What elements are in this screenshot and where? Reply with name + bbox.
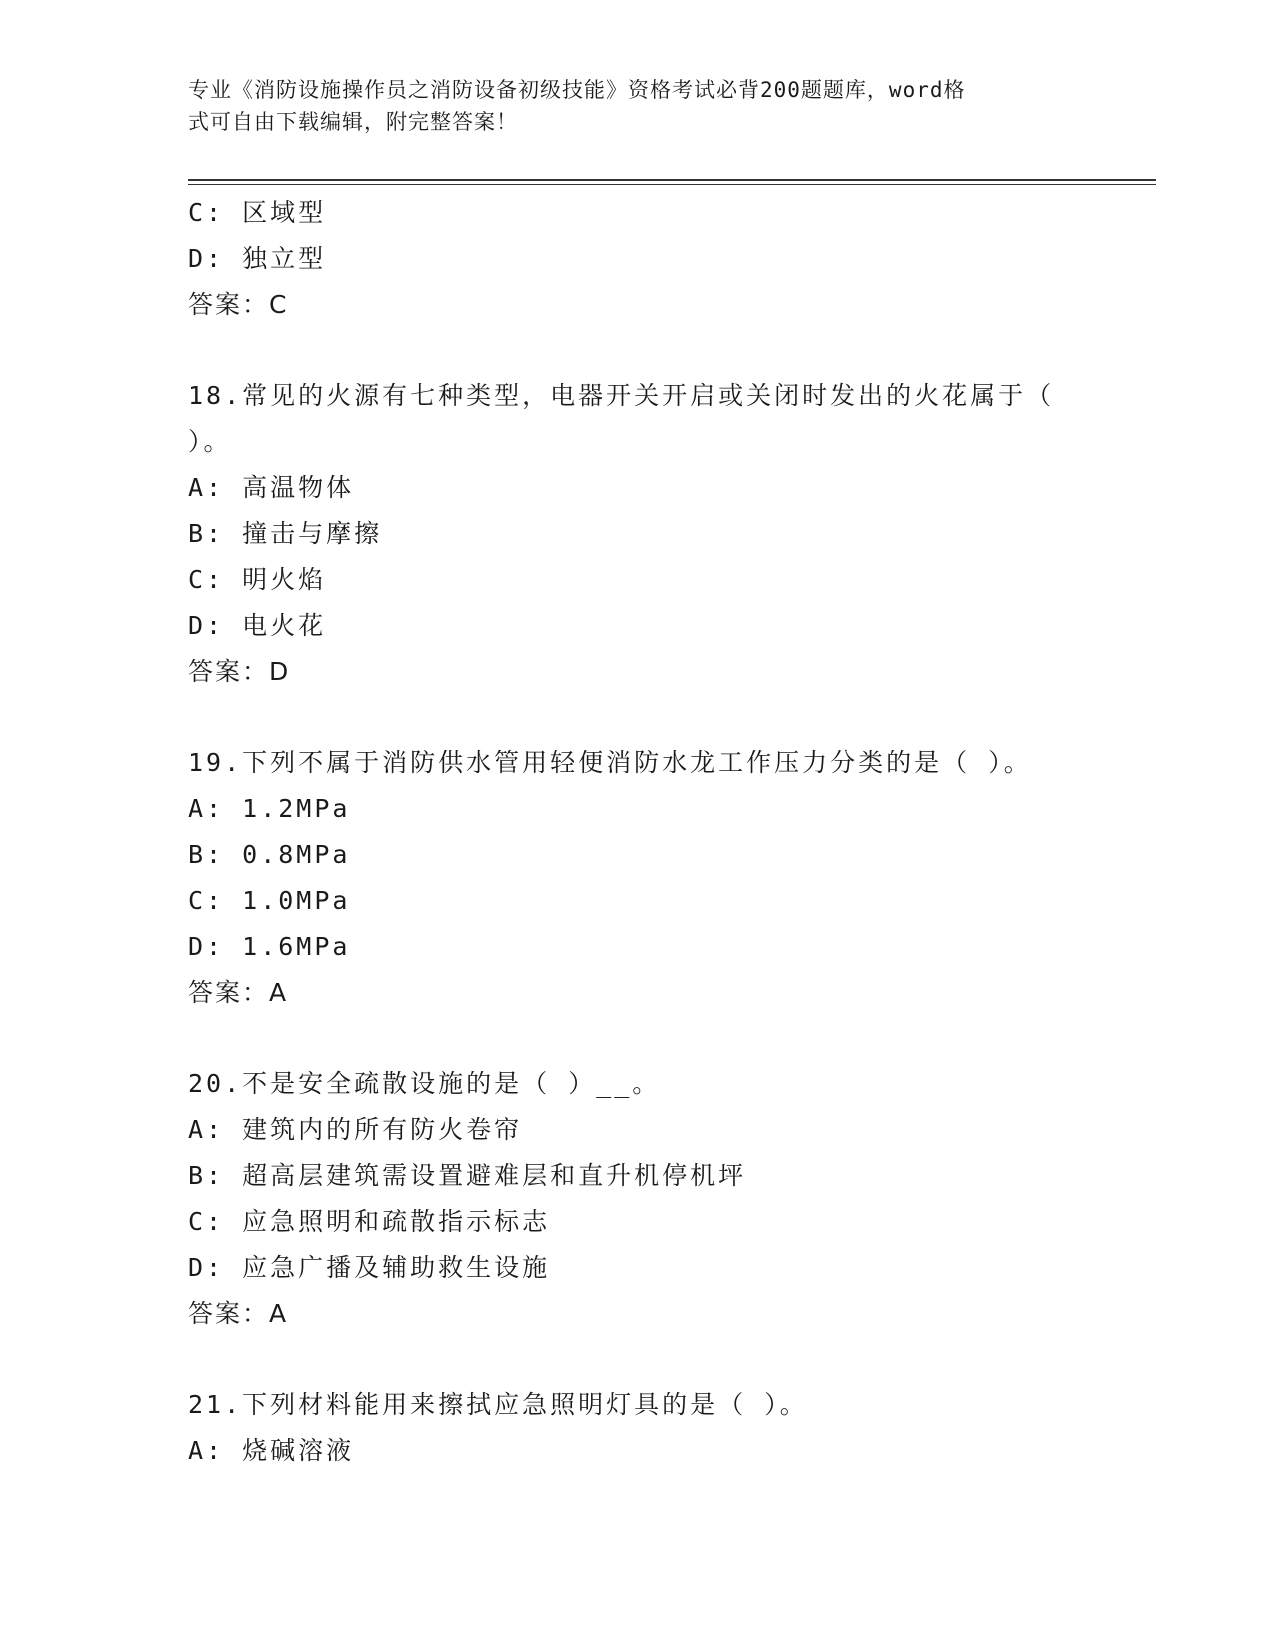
option-c: C: 应急照明和疏散指示标志 xyxy=(188,1207,551,1236)
option-b: B: 撞击与摩擦 xyxy=(188,519,383,548)
option-d: D: 1.6MPa xyxy=(188,932,351,961)
option-c: C: 明火焰 xyxy=(188,565,327,594)
question-20 xyxy=(188,1061,1088,1337)
header-divider-thick xyxy=(188,179,1156,181)
option-c: C: 区域型 xyxy=(188,198,327,227)
header-line-1: 专业《消防设施操作员之消防设备初级技能》资格考试必背200题题库，word格 xyxy=(188,78,966,102)
option-d: D: 电火花 xyxy=(188,611,327,640)
answer-line: 答案：C xyxy=(188,290,289,319)
option-d: D: 应急广播及辅助救生设施 xyxy=(188,1253,551,1282)
option-a: A: 1.2MPa xyxy=(188,794,351,823)
question-stem: 20.不是安全疏散设施的是（ ）__。 xyxy=(188,1069,661,1098)
question-stem: 19.下列不属于消防供水管用轻便消防水龙工作压力分类的是（ ）。 xyxy=(188,748,1032,777)
document-header xyxy=(188,74,1088,138)
answer-line: 答案：A xyxy=(188,978,289,1007)
option-a: A: 建筑内的所有防火卷帘 xyxy=(188,1115,523,1144)
question-17-tail xyxy=(188,190,1088,328)
spacer xyxy=(188,695,1088,740)
question-21 xyxy=(188,1382,1088,1474)
question-stem-continued: ）。 xyxy=(188,427,232,456)
spacer xyxy=(188,1337,1088,1382)
header-divider-thin xyxy=(188,184,1156,185)
option-c: C: 1.0MPa xyxy=(188,886,351,915)
answer-line: 答案：D xyxy=(188,657,291,686)
header-line-2: 式可自由下载编辑，附完整答案！ xyxy=(188,110,518,134)
question-18 xyxy=(188,373,1088,695)
question-stem: 21.下列材料能用来擦拭应急照明灯具的是（ ）。 xyxy=(188,1390,808,1419)
option-b: B: 超高层建筑需设置避难层和直升机停机坪 xyxy=(188,1161,747,1190)
option-a: A: 高温物体 xyxy=(188,473,355,502)
option-d: D: 独立型 xyxy=(188,244,327,273)
question-list xyxy=(188,190,1088,1474)
question-stem: 18.常见的火源有七种类型，电器开关开启或关闭时发出的火花属于（ xyxy=(188,381,1055,410)
spacer xyxy=(188,328,1088,373)
option-a: A: 烧碱溶液 xyxy=(188,1436,355,1465)
spacer xyxy=(188,1016,1088,1061)
option-b: B: 0.8MPa xyxy=(188,840,351,869)
answer-line: 答案：A xyxy=(188,1299,289,1328)
question-19 xyxy=(188,740,1088,1016)
